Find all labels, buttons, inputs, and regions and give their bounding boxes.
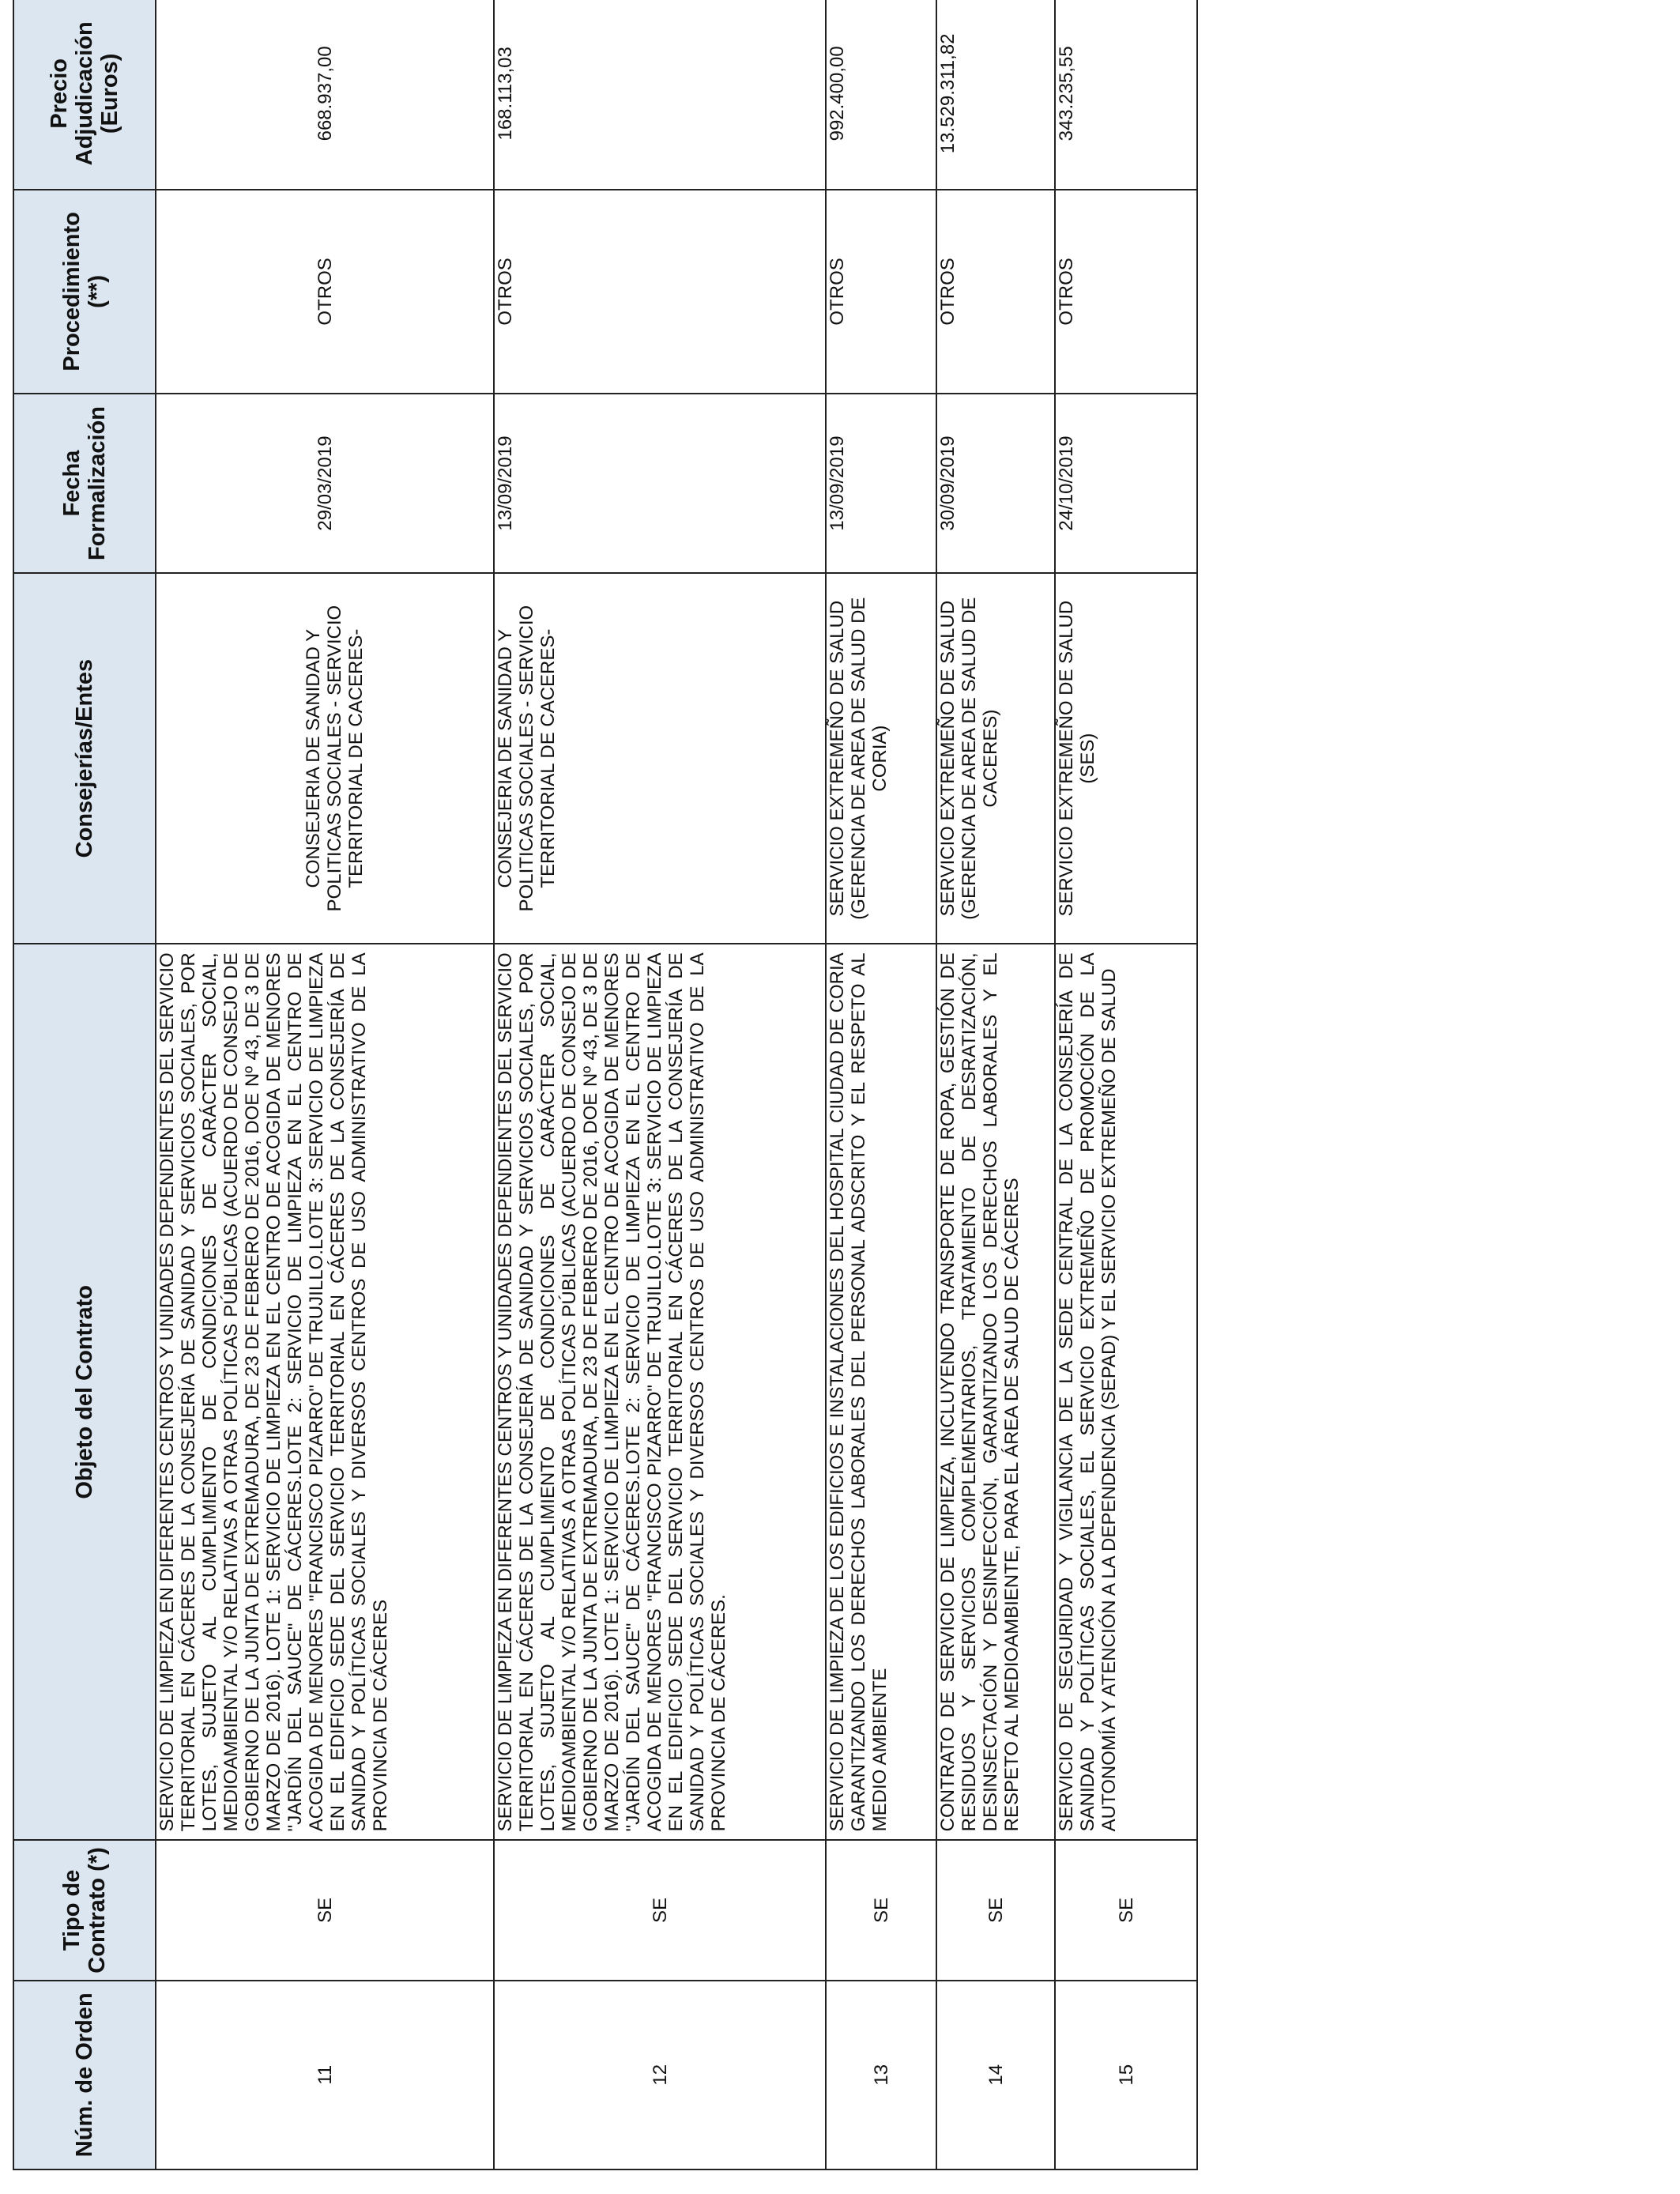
row-procedimiento: OTROS	[494, 190, 826, 394]
table-row	[826, 0, 936, 2169]
row-tipo: SE	[826, 1840, 936, 1980]
header-objeto: Objeto del Contrato	[13, 944, 156, 1840]
row-precio: 168.113,03	[494, 0, 826, 190]
row-num: 11	[156, 1981, 494, 2169]
row-precio: 13.529.311,82	[936, 0, 1055, 190]
row-consejeria: CONSEJERIA DE SANIDAD Y POLITICAS SOCIALES - SERVICIO TERRITORIAL DE CACERES-	[156, 573, 494, 944]
row-tipo: SE	[936, 1840, 1055, 1980]
row-objeto: CONTRATO DE SERVICIO DE LIMPIEZA, INCLUYENDO TRANSPORTE DE ROPA, GESTIÓN DE RESIDUOS Y SERVICIOS COMPLEMENTARIOS, TRATAMIENTO DE DESRATIZACIÓN, DESINSECTACIÓN Y DESINFECCIÓN, GARANTIZANDO LOS DERECHOS LABORALES Y EL RESPETO AL MEDIOAMBIENTE, PARA EL ÁREA DE SALUD DE CÁCERES	[936, 944, 1055, 1840]
row-fecha: 13/09/2019	[826, 394, 936, 573]
header-precio: Precio Adjudicación (Euros)	[13, 0, 156, 190]
table-row	[1055, 0, 1197, 2169]
header-fecha: Fecha Formalización	[13, 394, 156, 573]
row-num: 13	[826, 1981, 936, 2169]
row-tipo: SE	[156, 1840, 494, 1980]
row-num: 12	[494, 1981, 826, 2169]
row-fecha: 24/10/2019	[1055, 394, 1197, 573]
row-objeto: SERVICIO DE SEGURIDAD Y VIGILANCIA DE LA SEDE CENTRAL DE LA CONSEJERÍA DE SANIDAD Y POLÍTICAS SOCIALES, EL SERVICIO EXTREMEÑO DE PROMOCIÓN DE LA AUTONOMÍA Y ATENCIÓN A LA DEPENDENCIA (SEPAD) Y EL SERVICIO EXTREMEÑO DE SALUD	[1055, 944, 1197, 1840]
row-procedimiento: OTROS	[156, 190, 494, 394]
header-consejerias: Consejerías/Entes	[13, 573, 156, 944]
row-fecha: 13/09/2019	[494, 394, 826, 573]
row-objeto: SERVICIO DE LIMPIEZA EN DIFERENTES CENTROS Y UNIDADES DEPENDIENTES DEL SERVICIO TERRITORIAL EN CÁCERES DE LA CONSEJERÍA DE SANIDAD Y SERVICIOS SOCIALES, POR LOTES, SUJETO AL CUMPLIMIENTO DE CONDICIONES DE CARÁCTER SOCIAL, MEDIOAMBIENTAL Y/O RELATIVAS A OTRAS POLÍTICAS PÚBLICAS (ACUERDO DE CONSEJO DE GOBIERNO DE LA JUNTA DE EXTREMADURA, DE 23 DE FEBRERO DE 2016, DOE Nº 43, DE 3 DE MARZO DE 2016). LOTE 1: SERVICIO DE LIMPIEZA EN EL CENTRO DE ACOGIDA DE MENORES "JARDÍN DEL SAUCE" DE CÁCERES.LOTE 2: SERVICIO DE LIMPIEZA EN EL CENTRO DE ACOGIDA DE MENORES "FRANCISCO PIZARRO" DE TRUJILLO.LOTE 3: SERVICIO DE LIMPIEZA EN EL EDIFICIO SEDE DEL SERVICIO TERRITORIAL EN CÁCERES DE LA CONSEJERÍA DE SANIDAD Y POLÍTICAS SOCIALES Y DIVERSOS CENTROS DE USO ADMINISTRATIVO DE LA PROVINCIA DE CÁCERES.	[494, 944, 826, 1840]
row-fecha: 29/03/2019	[156, 394, 494, 573]
row-consejeria: SERVICIO EXTREMEÑO DE SALUD (SES)	[1055, 573, 1197, 944]
header-row	[13, 0, 156, 2169]
row-fecha: 30/09/2019	[936, 394, 1055, 573]
row-objeto: SERVICIO DE LIMPIEZA EN DIFERENTES CENTROS Y UNIDADES DEPENDIENTES DEL SERVICIO TERRITORIAL EN CÁCERES DE LA CONSEJERÍA DE SANIDAD Y SERVICIOS SOCIALES, POR LOTES, SUJETO AL CUMPLIMIENTO DE CONDICIONES DE CARÁCTER SOCIAL, MEDIOAMBIENTAL Y/O RELATIVAS A OTRAS POLÍTICAS PÚBLICAS (ACUERDO DE CONSEJO DE GOBIERNO DE LA JUNTA DE EXTREMADURA, DE 23 DE FEBRERO DE 2016, DOE Nº 43, DE 3 DE MARZO DE 2016). LOTE 1: SERVICIO DE LIMPIEZA EN EL CENTRO DE ACOGIDA DE MENORES "JARDÍN DEL SAUCE" DE CÁCERES.LOTE 2: SERVICIO DE LIMPIEZA EN EL CENTRO DE ACOGIDA DE MENORES "FRANCISCO PIZARRO" DE TRUJILLO.LOTE 3: SERVICIO DE LIMPIEZA EN EL EDIFICIO SEDE DEL SERVICIO TERRITORIAL EN CÁCERES DE LA CONSEJERÍA DE SANIDAD Y POLÍTICAS SOCIALES Y DIVERSOS CENTROS DE USO ADMINISTRATIVO DE LA PROVINCIA DE CÁCERES	[156, 944, 494, 1840]
table-row	[156, 0, 494, 2169]
row-objeto: SERVICIO DE LIMPIEZA DE LOS EDIFICIOS E INSTALACIONES DEL HOSPITAL CIUDAD DE CORIA GARANTIZANDO LOS DERECHOS LABORALES DEL PERSONAL ADSCRITO Y EL RESPETO AL MEDIO AMBIENTE	[826, 944, 936, 1840]
row-tipo: SE	[1055, 1840, 1197, 1980]
table-row	[936, 0, 1055, 2169]
row-tipo: SE	[494, 1840, 826, 1980]
row-consejeria: CONSEJERIA DE SANIDAD Y POLITICAS SOCIALES - SERVICIO TERRITORIAL DE CACERES-	[494, 573, 826, 944]
header-num-orden: Núm. de Orden	[13, 1981, 156, 2169]
row-precio: 992.400,00	[826, 0, 936, 190]
table-row	[494, 0, 826, 2169]
contracts-table	[13, 0, 1198, 2170]
row-precio: 343.235,55	[1055, 0, 1197, 190]
row-num: 15	[1055, 1981, 1197, 2169]
row-consejeria: SERVICIO EXTREMEÑO DE SALUD (GERENCIA DE AREA DE SALUD DE CORIA)	[826, 573, 936, 944]
row-precio: 668.937,00	[156, 0, 494, 190]
header-tipo-contrato: Tipo de Contrato (*)	[13, 1840, 156, 1980]
row-procedimiento: OTROS	[936, 190, 1055, 394]
header-procedimiento: Procedimiento (**)	[13, 190, 156, 394]
row-num: 14	[936, 1981, 1055, 2169]
row-procedimiento: OTROS	[826, 190, 936, 394]
row-procedimiento: OTROS	[1055, 190, 1197, 394]
row-consejeria: SERVICIO EXTREMEÑO DE SALUD (GERENCIA DE AREA DE SALUD DE CACERES)	[936, 573, 1055, 944]
